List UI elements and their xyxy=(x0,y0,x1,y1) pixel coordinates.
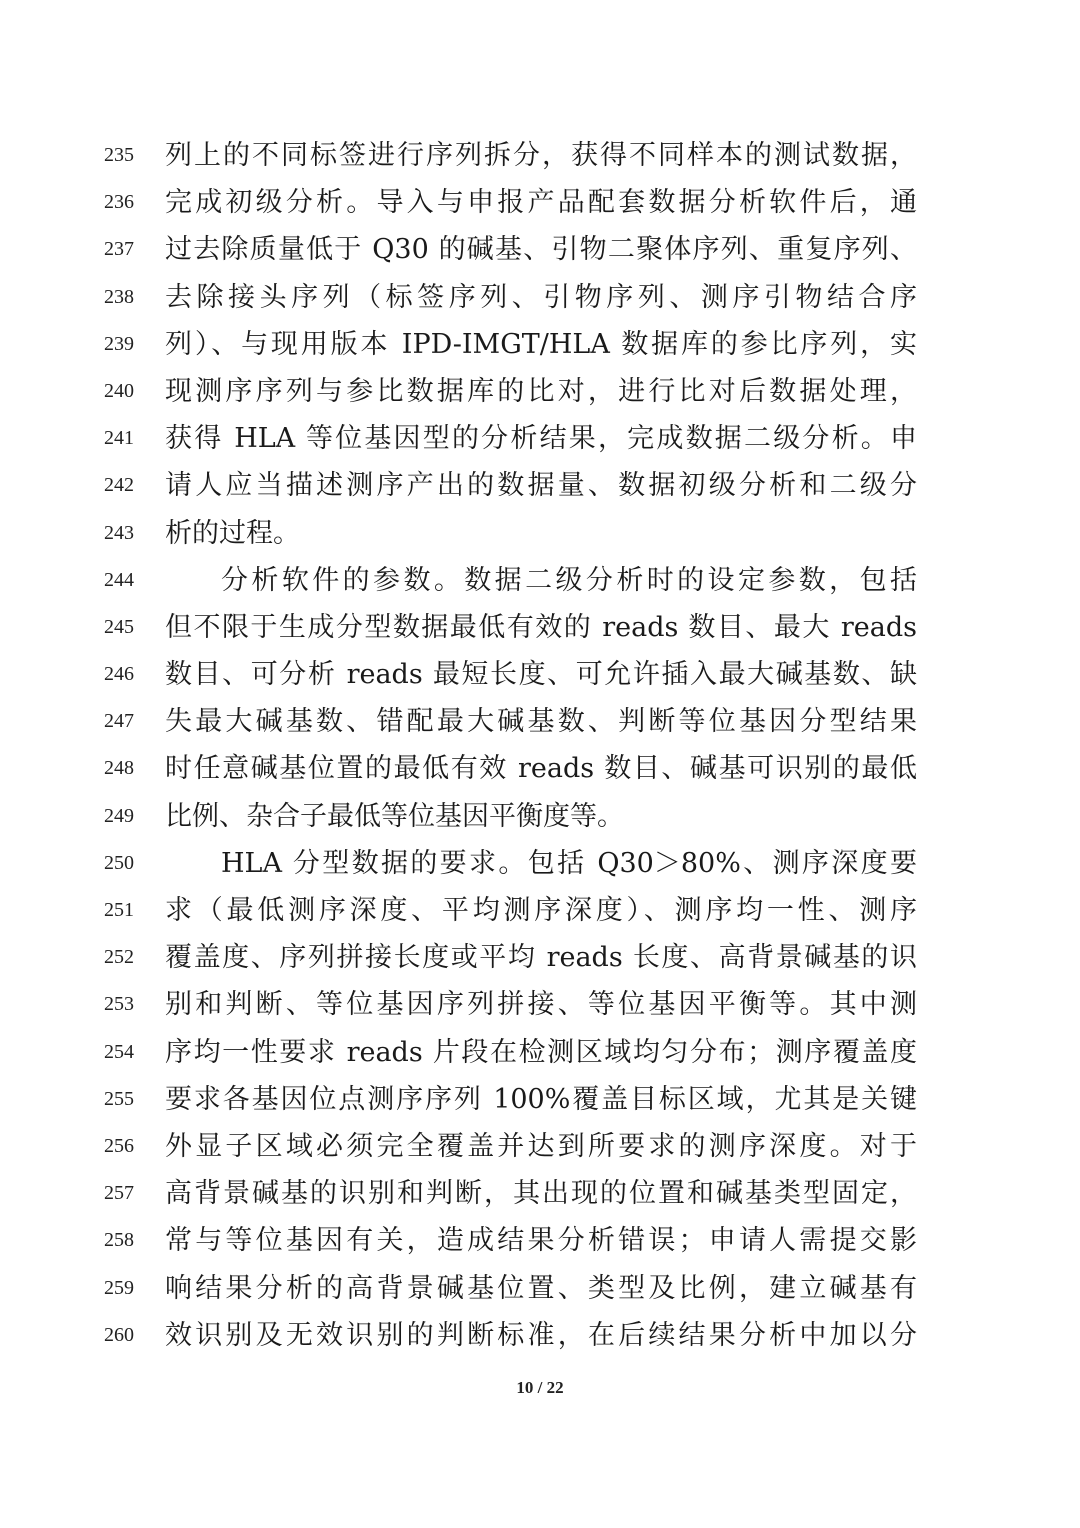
line-number: 251 xyxy=(104,899,134,921)
line-number: 256 xyxy=(104,1134,134,1157)
text-line xyxy=(0,1172,1080,1219)
text-line xyxy=(0,747,1080,794)
text-line xyxy=(0,653,1080,700)
line-text: 比例、杂合子最低等位基因平衡度等。 xyxy=(165,800,624,832)
line-text: 覆盖度、序列拼接长度或平均 reads 长度、高背景碱基的识 xyxy=(165,942,917,974)
line-number: 237 xyxy=(104,238,134,261)
line-number: 248 xyxy=(104,757,134,780)
line-number: 255 xyxy=(104,1087,134,1110)
text-line xyxy=(0,1078,1080,1125)
line-number: 243 xyxy=(104,521,134,544)
text-line xyxy=(0,464,1080,511)
text-line xyxy=(0,1219,1080,1266)
text-line xyxy=(0,134,1080,181)
page-number: 10 / 22 xyxy=(516,1378,564,1397)
line-number: 239 xyxy=(104,332,134,355)
text-line xyxy=(0,370,1080,417)
text-line xyxy=(0,606,1080,653)
line-list xyxy=(0,134,1080,1361)
text-line xyxy=(0,1314,1080,1361)
line-text: 分析软件的参数。数据二级分析时的设定参数，包括 xyxy=(221,564,917,596)
line-number: 253 xyxy=(104,993,134,1016)
line-number: 238 xyxy=(104,285,134,308)
line-text: 请人应当描述测序产出的数据量、数据初级分析和二级分 xyxy=(165,470,917,502)
line-text: 响结果分析的高背景碱基位置、类型及比例，建立碱基有 xyxy=(165,1272,917,1304)
line-number: 240 xyxy=(104,379,134,402)
line-text: 数目、可分析 reads 最短长度、可允许插入最大碱基数、缺 xyxy=(165,659,917,691)
line-number: 260 xyxy=(104,1323,134,1346)
line-text: 列上的不同标签进行序列拆分，获得不同样本的测试数据， xyxy=(165,140,917,171)
line-text: 过去除质量低于 Q30 的碱基、引物二聚体序列、重复序列、 xyxy=(165,234,917,266)
line-text: 求（最低测序深度、平均测序深度）、测序均一性、测序 xyxy=(165,895,917,926)
line-number: 247 xyxy=(104,710,134,733)
line-number: 257 xyxy=(104,1182,134,1205)
text-line xyxy=(0,323,1080,370)
line-text: 序均一性要求 reads 片段在检测区域均匀分布；测序覆盖度 xyxy=(165,1036,917,1068)
line-number: 236 xyxy=(104,191,134,214)
text-line xyxy=(0,512,1080,559)
line-number: 249 xyxy=(104,804,134,827)
text-line xyxy=(0,842,1080,889)
line-text: 完成初级分析。导入与申报产品配套数据分析软件后，通 xyxy=(165,187,917,219)
line-text: 要求各基因位点测序序列 100%覆盖目标区域，尤其是关键 xyxy=(165,1083,917,1115)
line-text: 别和判断、等位基因序列拼接、等位基因平衡等。其中测 xyxy=(165,989,917,1021)
line-text: 获得 HLA 等位基因型的分析结果，完成数据二级分析。申 xyxy=(165,423,917,455)
line-text: 现测序序列与参比数据库的比对，进行比对后数据处理， xyxy=(165,375,917,407)
text-line xyxy=(0,700,1080,747)
line-number: 242 xyxy=(104,474,134,497)
line-number: 241 xyxy=(104,427,134,450)
line-text: 高背景碱基的识别和判断，其出现的位置和碱基类型固定， xyxy=(165,1178,917,1210)
line-text: 析的过程。 xyxy=(165,517,300,549)
line-text: 外显子区域必须完全覆盖并达到所要求的测序深度。对于 xyxy=(165,1130,917,1162)
line-text: HLA 分型数据的要求。包括 Q30＞80%、测序深度要 xyxy=(221,847,917,879)
line-text: 效识别及无效识别的判断标准，在后续结果分析中加以分 xyxy=(165,1319,917,1351)
text-line xyxy=(0,1267,1080,1314)
line-text: 但不限于生成分型数据最低有效的 reads 数目、最大 reads xyxy=(165,611,917,643)
text-line xyxy=(0,936,1080,983)
text-line xyxy=(0,276,1080,323)
line-text: 列）、与现用版本 IPD-IMGT/HLA 数据库的参比序列，实 xyxy=(165,328,917,360)
text-line xyxy=(0,889,1080,936)
text-line xyxy=(0,417,1080,464)
line-number: 250 xyxy=(104,851,134,874)
line-number: 246 xyxy=(104,663,134,686)
line-number: 235 xyxy=(104,144,134,166)
line-number: 252 xyxy=(104,946,134,969)
text-line xyxy=(0,559,1080,606)
text-line xyxy=(0,228,1080,275)
line-number: 258 xyxy=(104,1229,134,1252)
line-text: 失最大碱基数、错配最大碱基数、判断等位基因分型结果 xyxy=(165,706,917,738)
text-line xyxy=(0,983,1080,1030)
text-line xyxy=(0,795,1080,842)
line-text: 去除接头序列（标签序列、引物序列、测序引物结合序 xyxy=(165,281,917,313)
line-text: 常与等位基因有关，造成结果分析错误；申请人需提交影 xyxy=(165,1225,917,1257)
text-line xyxy=(0,1125,1080,1172)
text-line xyxy=(0,1031,1080,1078)
line-number: 259 xyxy=(104,1276,134,1299)
line-number: 245 xyxy=(104,615,134,638)
text-line xyxy=(0,181,1080,228)
line-number: 254 xyxy=(104,1040,134,1063)
line-number: 244 xyxy=(104,568,134,591)
line-text: 时任意碱基位置的最低有效 reads 数目、碱基可识别的最低 xyxy=(165,753,917,785)
